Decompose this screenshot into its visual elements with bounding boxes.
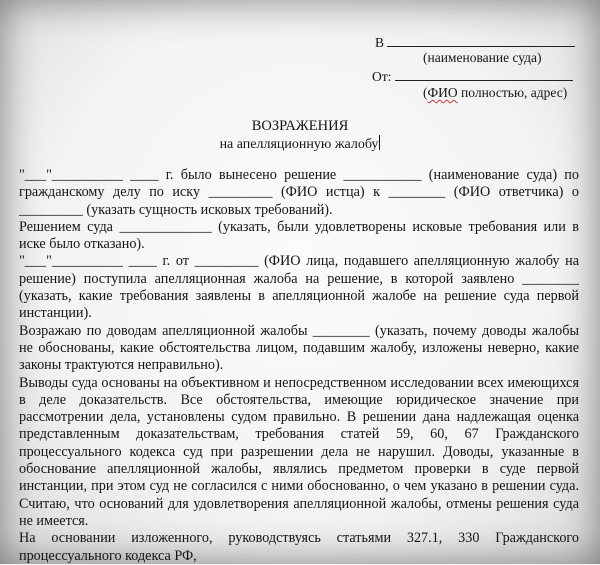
sender-hint-fio: ФИО [427,85,458,100]
sender-hint-open: ( [423,85,428,100]
document-body[interactable] [19,167,579,565]
sender-line [372,67,573,85]
text-cursor [379,135,380,150]
document-title: ВОЗРАЖЕНИЯ [251,118,349,134]
court-addressee-line [375,33,575,51]
subtitle-text: на апелляционную жалобу [219,137,379,152]
paragraph-objection: Возражаю по доводам апелляционной жалобы ________ (указать, почему доводы жалобы не обоснованы, какие обстоятельства лицом, подавшим жалобу, изложены неверно, какие законы трактуются неправильно). [19,322,579,374]
paragraph-court-findings: Выводы суда основаны на объективном и непосредственном исследовании всех имеющихся в деле доказательств. Все обстоятельства, имеющие юридическое значение при рассмотрении дела, установлены судом правильно. В решении дана надлежащая оценка представленным доказательствам, требования статей 59, 60, 67 Гражданского процессуального кодекса суд при разрешении дела не нарушил. Доводы, указанные в обоснование апелляционной жалобы, являлись предметом проверки в суде первой инстанции, при этом суд не согласился с ними обоснованно, о чем указано в решении суда. Считаю, что оснований для удовлетворения апелляционной жалобы, отмены решения суда не имеется. [19,374,579,529]
sender-hint-rest: полностью, адрес) [457,85,568,100]
document-subtitle [0,135,600,153]
court-prefix: В [375,35,385,50]
paragraph-legal-basis: На основании изложенного, руководствуясь статьями 327.1, 330 Гражданского процессуального кодекса РФ, [19,530,579,564]
sender-prefix: От: [372,69,392,84]
paragraph-appeal-received: "___"__________ ____ г. от _________ (ФИО лица, подавшего апелляционную жалобу на решение) поступила апелляционная жалоба на решение, в которой заявлено ________ (указать, какие требования заявлены в апелляционной жалобе на решение суда первой инстанции). [19,253,579,322]
paragraph-decision: "___"__________ ____ г. было вынесено решение ___________ (наименование суда) по гражданскому делу по иску _________ (ФИО истца) к ________ (ФИО ответчика) о _________ (указать сущность исковых требований). [19,167,579,218]
court-name-hint: (наименование суда) [423,50,542,65]
sender-blank[interactable] [395,67,573,81]
court-name-blank[interactable] [387,33,575,47]
paragraph-court-ruling: Решением суда _____________ (указать, были удовлетворены исковые требования или в иске было отказано). [19,218,579,253]
sender-hint [423,85,567,101]
